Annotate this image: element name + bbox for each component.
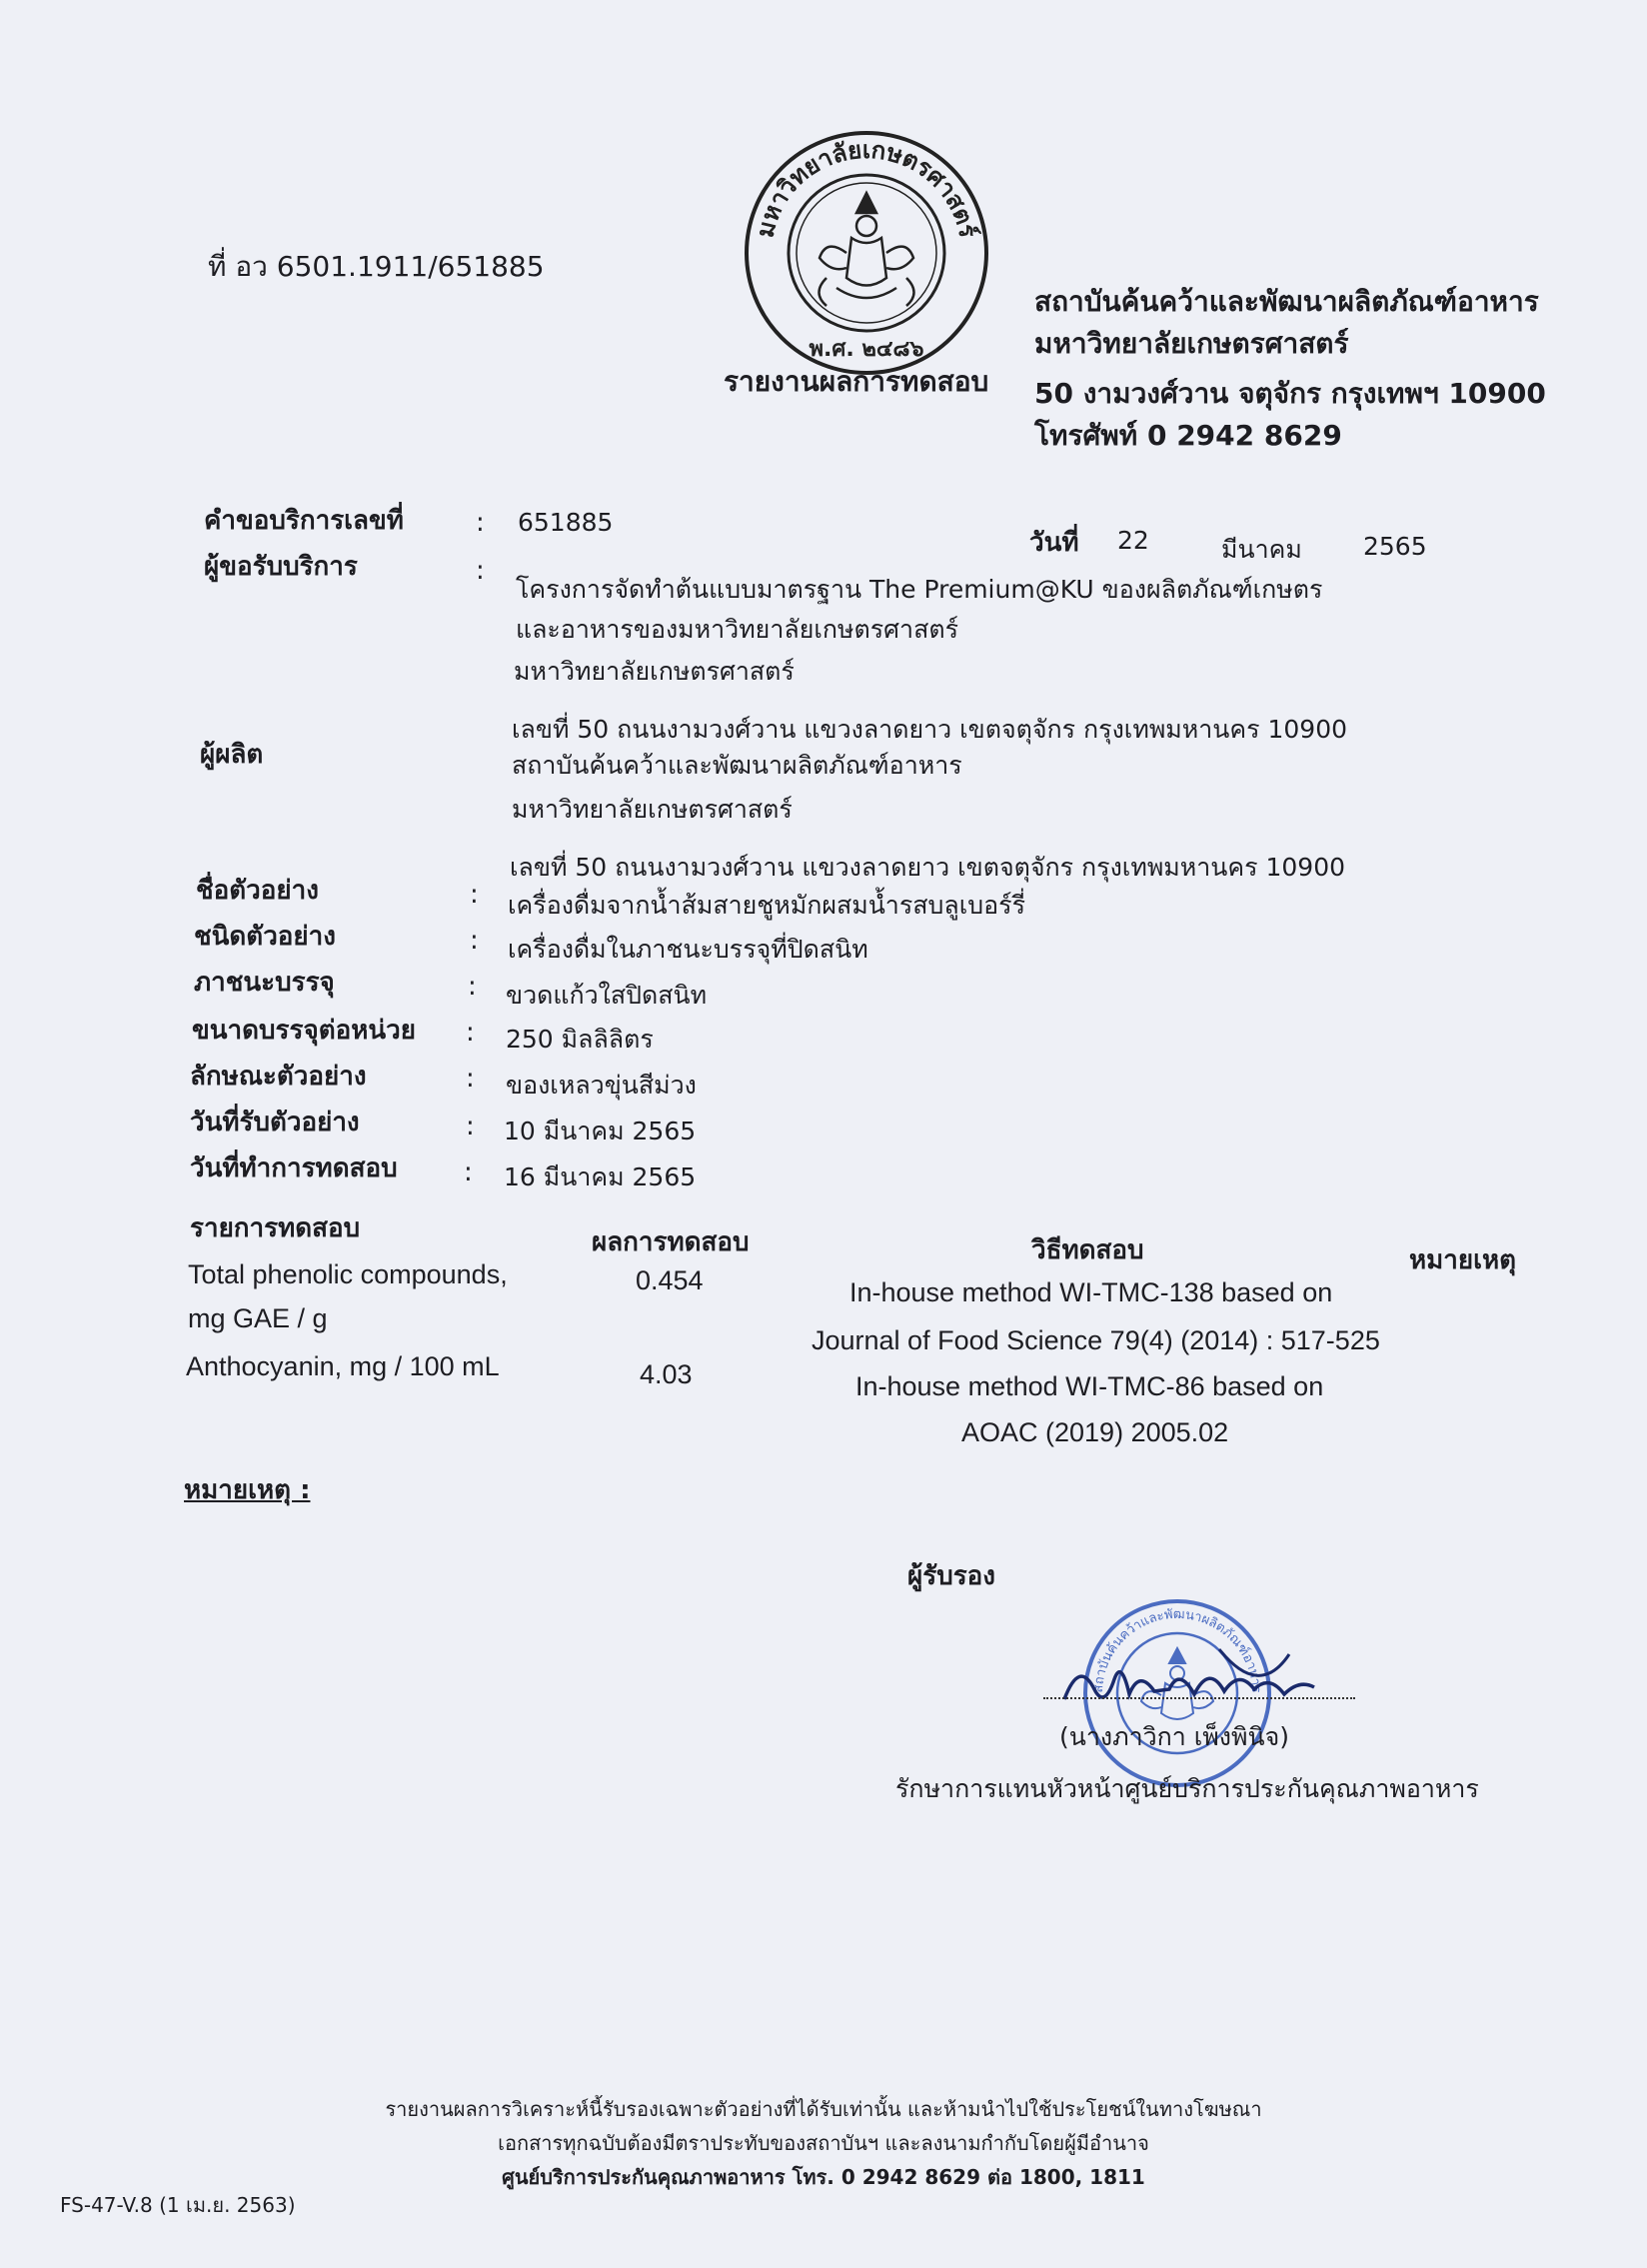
result-method: In-house method WI-TMC-86 based on	[855, 1371, 1324, 1401]
colon: :	[468, 972, 477, 1002]
university-seal-logo	[742, 128, 991, 378]
seal-ring-text: มหาวิทยาลัยเกษตรศาสตร์	[751, 135, 982, 241]
footer-stamp-note: เอกสารทุกฉบับต้องมีตราประทับของสถาบันฯ และลงนามกำกับโดยผู้มีอำนาจ	[498, 2131, 1149, 2155]
producer-line: เลขที่ 50 ถนนงามวงศ์วาน แขวงลาดยาว เขตจตุจักร กรุงเทพมหานคร 10900	[510, 853, 1346, 882]
sample-appearance-value: ของเหลวขุ่นสีม่วง	[506, 1071, 697, 1100]
request-number-label: คำขอบริการเลขที่	[204, 506, 404, 536]
institute-phone: โทรศัพท์ 0 2942 8629	[1034, 419, 1342, 452]
colon: :	[476, 556, 485, 586]
results-header-remark: หมายเหตุ	[1409, 1245, 1517, 1275]
result-item-unit: mg GAE / g	[188, 1303, 328, 1333]
sample-name-label: ชื่อตัวอย่าง	[196, 876, 319, 906]
signature-line	[1043, 1697, 1355, 1699]
result-item: Total phenolic compounds,	[188, 1259, 508, 1289]
received-date-value: 10 มีนาคม 2565	[504, 1117, 697, 1145]
container-value: ขวดแก้วใสปิดสนิท	[506, 981, 708, 1010]
unit-size-value: 250 มิลลิลิตร	[506, 1025, 654, 1054]
applicant-line: มหาวิทยาลัยเกษตรศาสตร์	[514, 657, 795, 686]
applicant-line: โครงการจัดทำต้นแบบมาตรฐาน The Premium@KU ของผลิตภัณฑ์เกษตร	[516, 575, 1323, 604]
signature	[1059, 1639, 1319, 1719]
unit-size-label: ขนาดบรรจุต่อหน่วย	[192, 1016, 416, 1046]
footer-disclaimer: รายงานผลการวิเคราะห์นี้รับรองเฉพาะตัวอย่างที่ได้รับเท่านั้น และห้ามนำไปใช้ประโยชน์ในทางโฆษณา	[385, 2097, 1262, 2121]
result-method-ref: Journal of Food Science 79(4) (2014) : 517-525	[812, 1325, 1380, 1355]
institute-address: 50 งามวงศ์วาน จตุจักร กรุงเทพฯ 10900	[1034, 377, 1546, 410]
request-date-month: มีนาคม	[1221, 535, 1302, 564]
test-date-label: วันที่ทำการทดสอบ	[190, 1153, 398, 1183]
sample-appearance-label: ลักษณะตัวอย่าง	[190, 1062, 367, 1092]
results-header-item: รายการทดสอบ	[190, 1213, 361, 1243]
reference-number: ที่ อว 6501.1911/651885	[208, 250, 545, 283]
colon: :	[464, 1157, 473, 1187]
request-number: 651885	[518, 508, 614, 537]
request-date-label: วันที่	[1029, 528, 1079, 558]
producer-line: สถาบันค้นคว้าและพัฒนาผลิตภัณฑ์อาหาร	[512, 751, 962, 780]
seal-year-text: พ.ศ. ๒๔๘๖	[809, 337, 924, 362]
producer-line: มหาวิทยาลัยเกษตรศาสตร์	[512, 795, 793, 824]
results-header-value: ผลการทดสอบ	[592, 1227, 750, 1257]
test-date-value: 16 มีนาคม 2565	[504, 1162, 697, 1191]
sample-type-value: เครื่องดื่มในภาชนะบรรจุที่ปิดสนิท	[508, 935, 868, 964]
container-label: ภาชนะบรรจุ	[194, 968, 335, 998]
colon: :	[466, 1064, 475, 1094]
result-value: 0.454	[636, 1265, 704, 1295]
form-code: FS-47-V.8 (1 เม.ย. 2563)	[60, 2193, 296, 2217]
result-value: 4.03	[640, 1359, 693, 1389]
received-date-label: วันที่รับตัวอย่าง	[190, 1108, 360, 1137]
institute-university: มหาวิทยาลัยเกษตรศาสตร์	[1034, 327, 1349, 360]
certifier-name: (นางภาวิกา เพ็งพินิจ)	[1059, 1722, 1289, 1751]
certifier-title: ผู้รับรอง	[907, 1561, 995, 1591]
colon: :	[470, 926, 479, 956]
sample-type-label: ชนิดตัวอย่าง	[194, 922, 336, 952]
result-item: Anthocyanin, mg / 100 mL	[186, 1351, 500, 1381]
svg-text:มหาวิทยาลัยเกษตรศาสตร์	[751, 136, 981, 240]
sample-name-value: เครื่องดื่มจากน้ำส้มสายชูหมักผสมน้ำรสบลูเบอร์รี่	[508, 891, 1026, 920]
colon: :	[476, 508, 485, 538]
certifier-position: รักษาการแทนหัวหน้าศูนย์บริการประกันคุณภาพอาหาร	[895, 1774, 1479, 1803]
request-date-day: 22	[1117, 526, 1149, 555]
stamp-ring-text: สถาบันค้นคว้าและพัฒนาผลิตภัณฑ์อาหาร	[1090, 1606, 1264, 1693]
colon: :	[466, 1112, 475, 1141]
colon: :	[470, 880, 479, 910]
applicant-label: ผู้ขอรับบริการ	[204, 552, 358, 582]
request-date-year: 2565	[1363, 532, 1427, 561]
applicant-line: และอาหารของมหาวิทยาลัยเกษตรศาสตร์	[516, 615, 958, 644]
remark-label: หมายเหตุ :	[184, 1475, 311, 1505]
footer-contact: ศูนย์บริการประกันคุณภาพอาหาร โทร. 0 2942 8629 ต่อ 1800, 1811	[502, 2165, 1145, 2189]
results-header-method: วิธีทดสอบ	[1031, 1235, 1144, 1265]
applicant-line: เลขที่ 50 ถนนงามวงศ์วาน แขวงลาดยาว เขตจตุจักร กรุงเทพมหานคร 10900	[512, 715, 1348, 744]
colon: :	[466, 1018, 475, 1048]
producer-label: ผู้ผลิต	[200, 740, 264, 770]
report-title: รายงานผลการทดสอบ	[724, 365, 989, 398]
result-method: In-house method WI-TMC-138 based on	[849, 1277, 1333, 1307]
result-method-ref: AOAC (2019) 2005.02	[961, 1417, 1229, 1447]
institute-name: สถาบันค้นคว้าและพัฒนาผลิตภัณฑ์อาหาร	[1034, 285, 1539, 318]
